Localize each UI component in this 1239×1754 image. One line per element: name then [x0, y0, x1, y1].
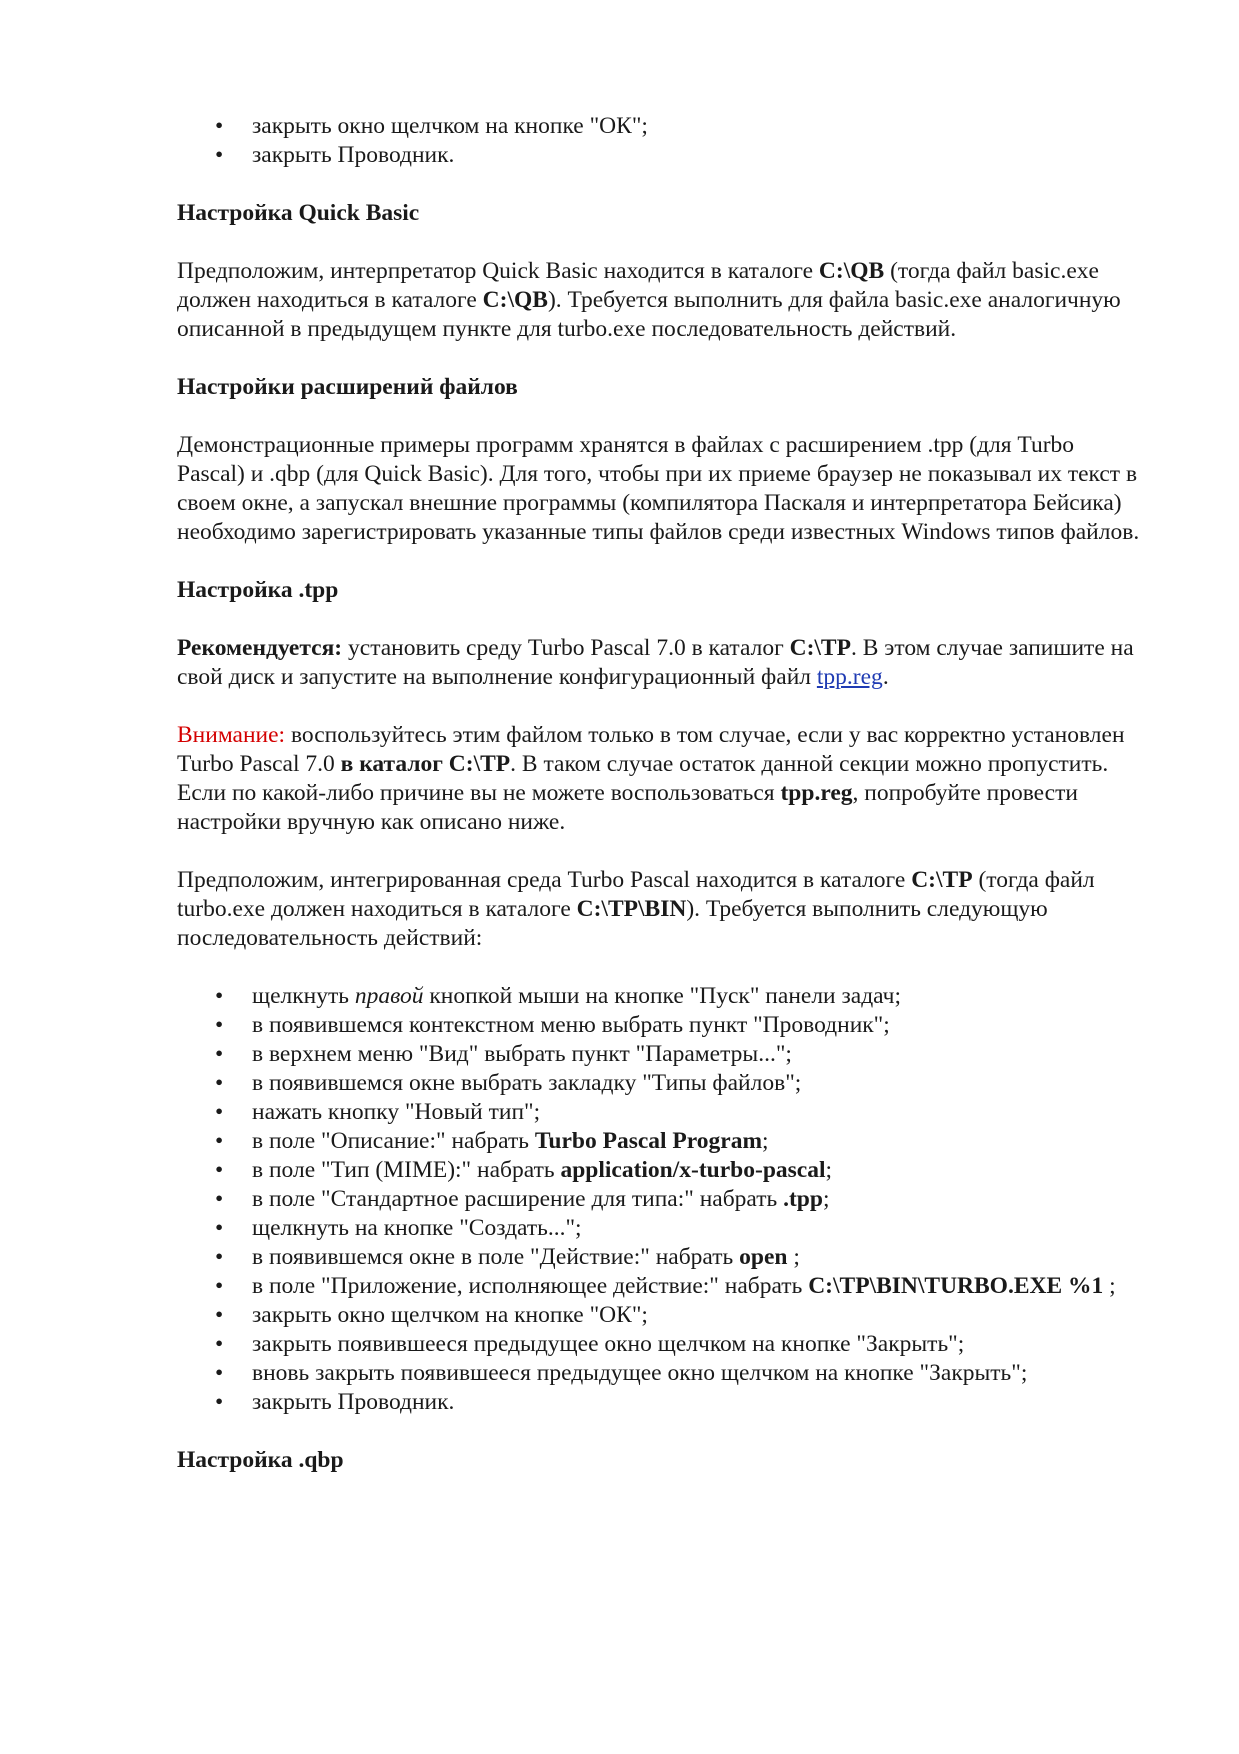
- list-item: • закрыть окно щелчком на кнопке "ОК";: [177, 1301, 1147, 1330]
- list-item: • щелкнуть на кнопке "Создать...";: [177, 1214, 1147, 1243]
- qb-paragraph: Предположим, интерпретатор Quick Basic находится в каталоге C:\QB (тогда файл basic.exe должен находиться в каталоге C:\QB). Требуется выполнить для файла basic.exe аналогичную описанной в предыдущем пункте для turbo.exe последовательность действий.: [177, 258, 1121, 342]
- list-item: • в появившемся окне выбрать закладку "Типы файлов";: [177, 1069, 1147, 1098]
- document-page: [177, 112, 1147, 1475]
- warning-label: Внимание:: [177, 722, 286, 748]
- list-item: • в поле "Приложение, исполняющее действие:" набрать C:\TP\BIN\TURBO.EXE %1 ;: [177, 1272, 1147, 1301]
- list-item: • в верхнем меню "Вид" выбрать пункт "Параметры...";: [177, 1040, 1147, 1069]
- qb-heading: Настройка Quick Basic: [177, 200, 420, 226]
- list-item: • закрыть Проводник.: [177, 141, 1147, 170]
- list-item: • щелкнуть правой кнопкой мыши на кнопке "Пуск" панели задач;: [177, 982, 1147, 1011]
- list-item: • в появившемся окне в поле "Действие:" набрать open ;: [177, 1243, 1147, 1272]
- qbp-heading: Настройка .qbp: [177, 1447, 344, 1473]
- list-item: • закрыть окно щелчком на кнопке "ОК";: [177, 112, 1147, 141]
- list-item: • вновь закрыть появившееся предыдущее окно щелчком на кнопке "Закрыть";: [177, 1359, 1147, 1388]
- ext-heading: Настройки расширений файлов: [177, 374, 518, 400]
- tpp-heading: Настройка .tpp: [177, 577, 339, 603]
- list-item: • нажать кнопку "Новый тип";: [177, 1098, 1147, 1127]
- list-item: • в поле "Описание:" набрать Turbo Pascal Program;: [177, 1127, 1147, 1156]
- warning-paragraph: Внимание: воспользуйтесь этим файлом только в том случае, если у вас корректно установлен Turbo Pascal 7.0 в каталог C:\TP. В таком случае остаток данной секции можно пропустить. Если по какой-либо причине вы не можете воспользоваться tpp.reg, попробуйте провести настройки вручную как описано ниже.: [177, 722, 1125, 835]
- list-item: • в поле "Стандартное расширение для типа:" набрать .tpp;: [177, 1185, 1147, 1214]
- recommend-paragraph: Рекомендуется: установить среду Turbo Pascal 7.0 в каталог C:\TP. В этом случае запишите на свой диск и запустите на выполнение конфигурационный файл tpp.reg.: [177, 635, 1134, 690]
- steps-list: [177, 982, 1147, 1417]
- list-item: • в появившемся контекстном меню выбрать пункт "Проводник";: [177, 1011, 1147, 1040]
- top-list: [177, 112, 1147, 170]
- list-item: • в поле "Тип (MIME):" набрать application/x-turbo-pascal;: [177, 1156, 1147, 1185]
- list-item: • закрыть появившееся предыдущее окно щелчком на кнопке "Закрыть";: [177, 1330, 1147, 1359]
- ext-paragraph: Демонстрационные примеры программ хранятся в файлах с расширением .tpp (для Turbo Pascal) и .qbp (для Quick Basic). Для того, чтобы при их приеме браузер не показывал их текст в своем окне, а запускал внешние программы (компилятора Паскаля и интерпретатора Бейсика) необходимо зарегистрировать указанные типы файлов среди известных Windows типов файлов.: [177, 432, 1140, 545]
- suppose-paragraph: Предположим, интегрированная среда Turbo Pascal находится в каталоге C:\TP (тогда файл turbo.exe должен находиться в каталоге C:\TP\BIN). Требуется выполнить следующую последовательность действий:: [177, 867, 1095, 951]
- list-item: • закрыть Проводник.: [177, 1388, 1147, 1417]
- tpp-reg-link[interactable]: tpp.reg: [816, 664, 883, 690]
